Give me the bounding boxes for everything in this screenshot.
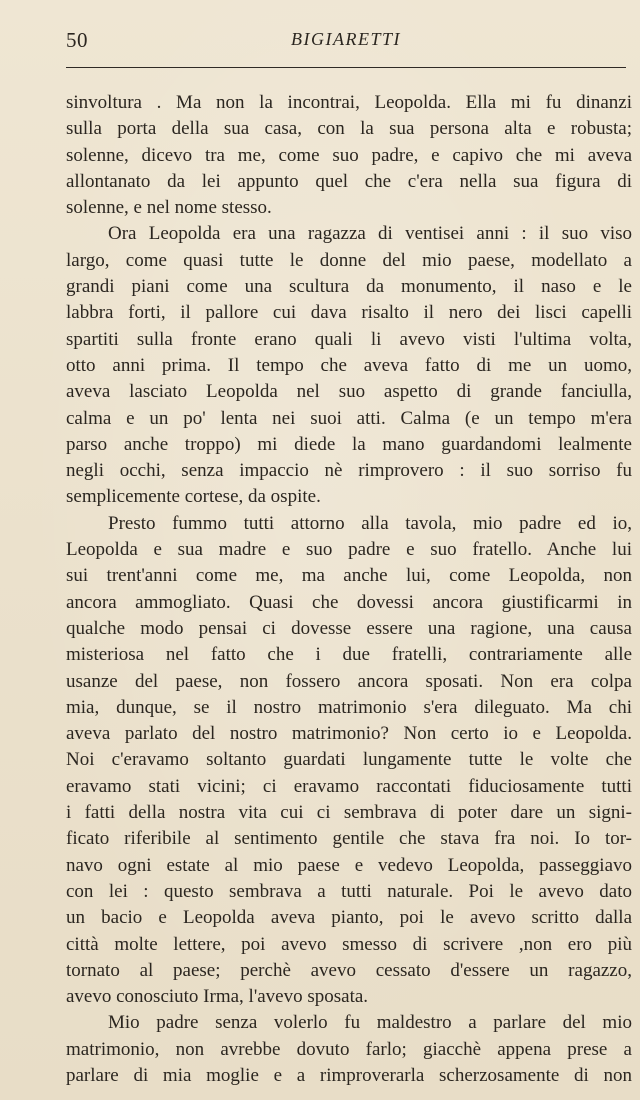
- text-line: città molte lettere, poi avevo smesso di scrivere ,non ero più: [66, 933, 632, 955]
- text-line: Mio padre senza volerlo fu maldestro a parlare del mio: [108, 1012, 632, 1034]
- text-line: con lei : questo sembrava a tutti naturale. Poi le avevo dato: [66, 880, 632, 902]
- text-line: sulla porta della sua casa, con la sua persona alta e robusta;: [66, 118, 632, 140]
- text-line: ancora ammogliato. Quasi che dovessi ancora giustificarmi in: [66, 591, 632, 613]
- running-title: BIGIARETTI: [291, 29, 401, 49]
- paragraph: [66, 1010, 632, 1089]
- text-line: aveva parlato del nostro matrimonio? Non certo io e Leopolda.: [66, 723, 632, 745]
- text-line: avevo conosciuto Irma, l'avevo sposata.: [66, 986, 369, 1008]
- text-line: largo, come quasi tutte le donne del mio paese, modellato a: [66, 249, 632, 271]
- text-line: matrimonio, non avrebbe dovuto farlo; giacchè appena prese a: [66, 1038, 632, 1060]
- text-line: semplicemente cortese, da ospite.: [66, 486, 321, 508]
- text-line: navo ogni estate al mio paese e vedevo Leopolda, passeggiavo: [66, 854, 632, 876]
- text-line: usanze del paese, non fossero ancora sposati. Non era colpa: [66, 670, 632, 692]
- text-line: spartiti sulla fronte erano quali li avevo visti l'ultima volta,: [66, 328, 632, 350]
- page-header: [66, 24, 626, 60]
- text-line: eravamo stati vicini; ci eravamo raccontati fiduciosamente tutti: [66, 775, 632, 797]
- text-line: solenne, dicevo tra me, come suo padre, e capivo che mi aveva: [66, 144, 632, 166]
- text-line: Ora Leopolda era una ragazza di ventisei anni : il suo viso: [108, 223, 632, 245]
- text-line: sinvoltura . Ma non la incontrai, Leopolda. Ella mi fu dinanzi: [66, 92, 632, 113]
- text-line: calma e un po' lenta nei suoi atti. Calma (e un tempo m'era: [66, 407, 632, 429]
- paragraph: [66, 90, 632, 221]
- text-line: Leopolda e sua madre e suo padre e suo fratello. Anche lui: [66, 539, 632, 561]
- header-rule: [66, 67, 626, 68]
- text-line: ficato riferibile al sentimento gentile che stava fra noi. Io tor-: [66, 828, 632, 850]
- paragraph: [66, 221, 632, 510]
- text-line: labbra forti, il pallore cui dava risalto il nero dei lisci capelli: [66, 302, 632, 324]
- text-line: solenne, e nel nome stesso.: [66, 197, 272, 219]
- page-number: 50: [66, 28, 88, 52]
- text-line: aveva lasciato Leopolda nel suo aspetto di grande fanciulla,: [66, 381, 632, 403]
- text-line: misteriosa nel fatto che i due fratelli, contrariamente alle: [66, 644, 632, 666]
- text-line: Noi c'eravamo soltanto guardati lungamente tutte le volte che: [66, 749, 632, 771]
- text-line: negli occhi, senza impaccio nè rimprovero : il suo sorriso fu: [66, 460, 632, 482]
- text-line: tornato al paese; perchè avevo cessato d'essere un ragazzo,: [66, 959, 632, 981]
- text-line: qualche modo pensai ci dovesse essere una ragione, una causa: [66, 617, 632, 639]
- text-line: un bacio e Leopolda aveva pianto, poi le avevo scritto dalla: [66, 907, 632, 929]
- text-line: parlare di mia moglie e a rimproverarla scherzosamente di non: [66, 1064, 632, 1086]
- body-text: [66, 90, 632, 1089]
- text-line: otto anni prima. Il tempo che aveva fatto di me un uomo,: [66, 354, 632, 376]
- text-line: parso anche troppo) mi diede la mano guardandomi lealmente: [66, 433, 632, 455]
- text-line: grandi piani come una scultura da monumento, il naso e le: [66, 276, 632, 298]
- text-line: allontanato da lei appunto quel che c'era nella sua figura di: [66, 170, 632, 192]
- paragraph: [66, 511, 632, 1011]
- text-line: Presto fummo tutti attorno alla tavola, mio padre ed io,: [108, 512, 632, 534]
- text-line: sui trent'anni come me, ma anche lui, come Leopolda, non: [66, 565, 632, 587]
- text-line: mia, dunque, se il nostro matrimonio s'era dileguato. Ma chi: [66, 696, 632, 718]
- text-line: i fatti della nostra vita cui ci sembrava di poter dare un signi-: [66, 802, 632, 824]
